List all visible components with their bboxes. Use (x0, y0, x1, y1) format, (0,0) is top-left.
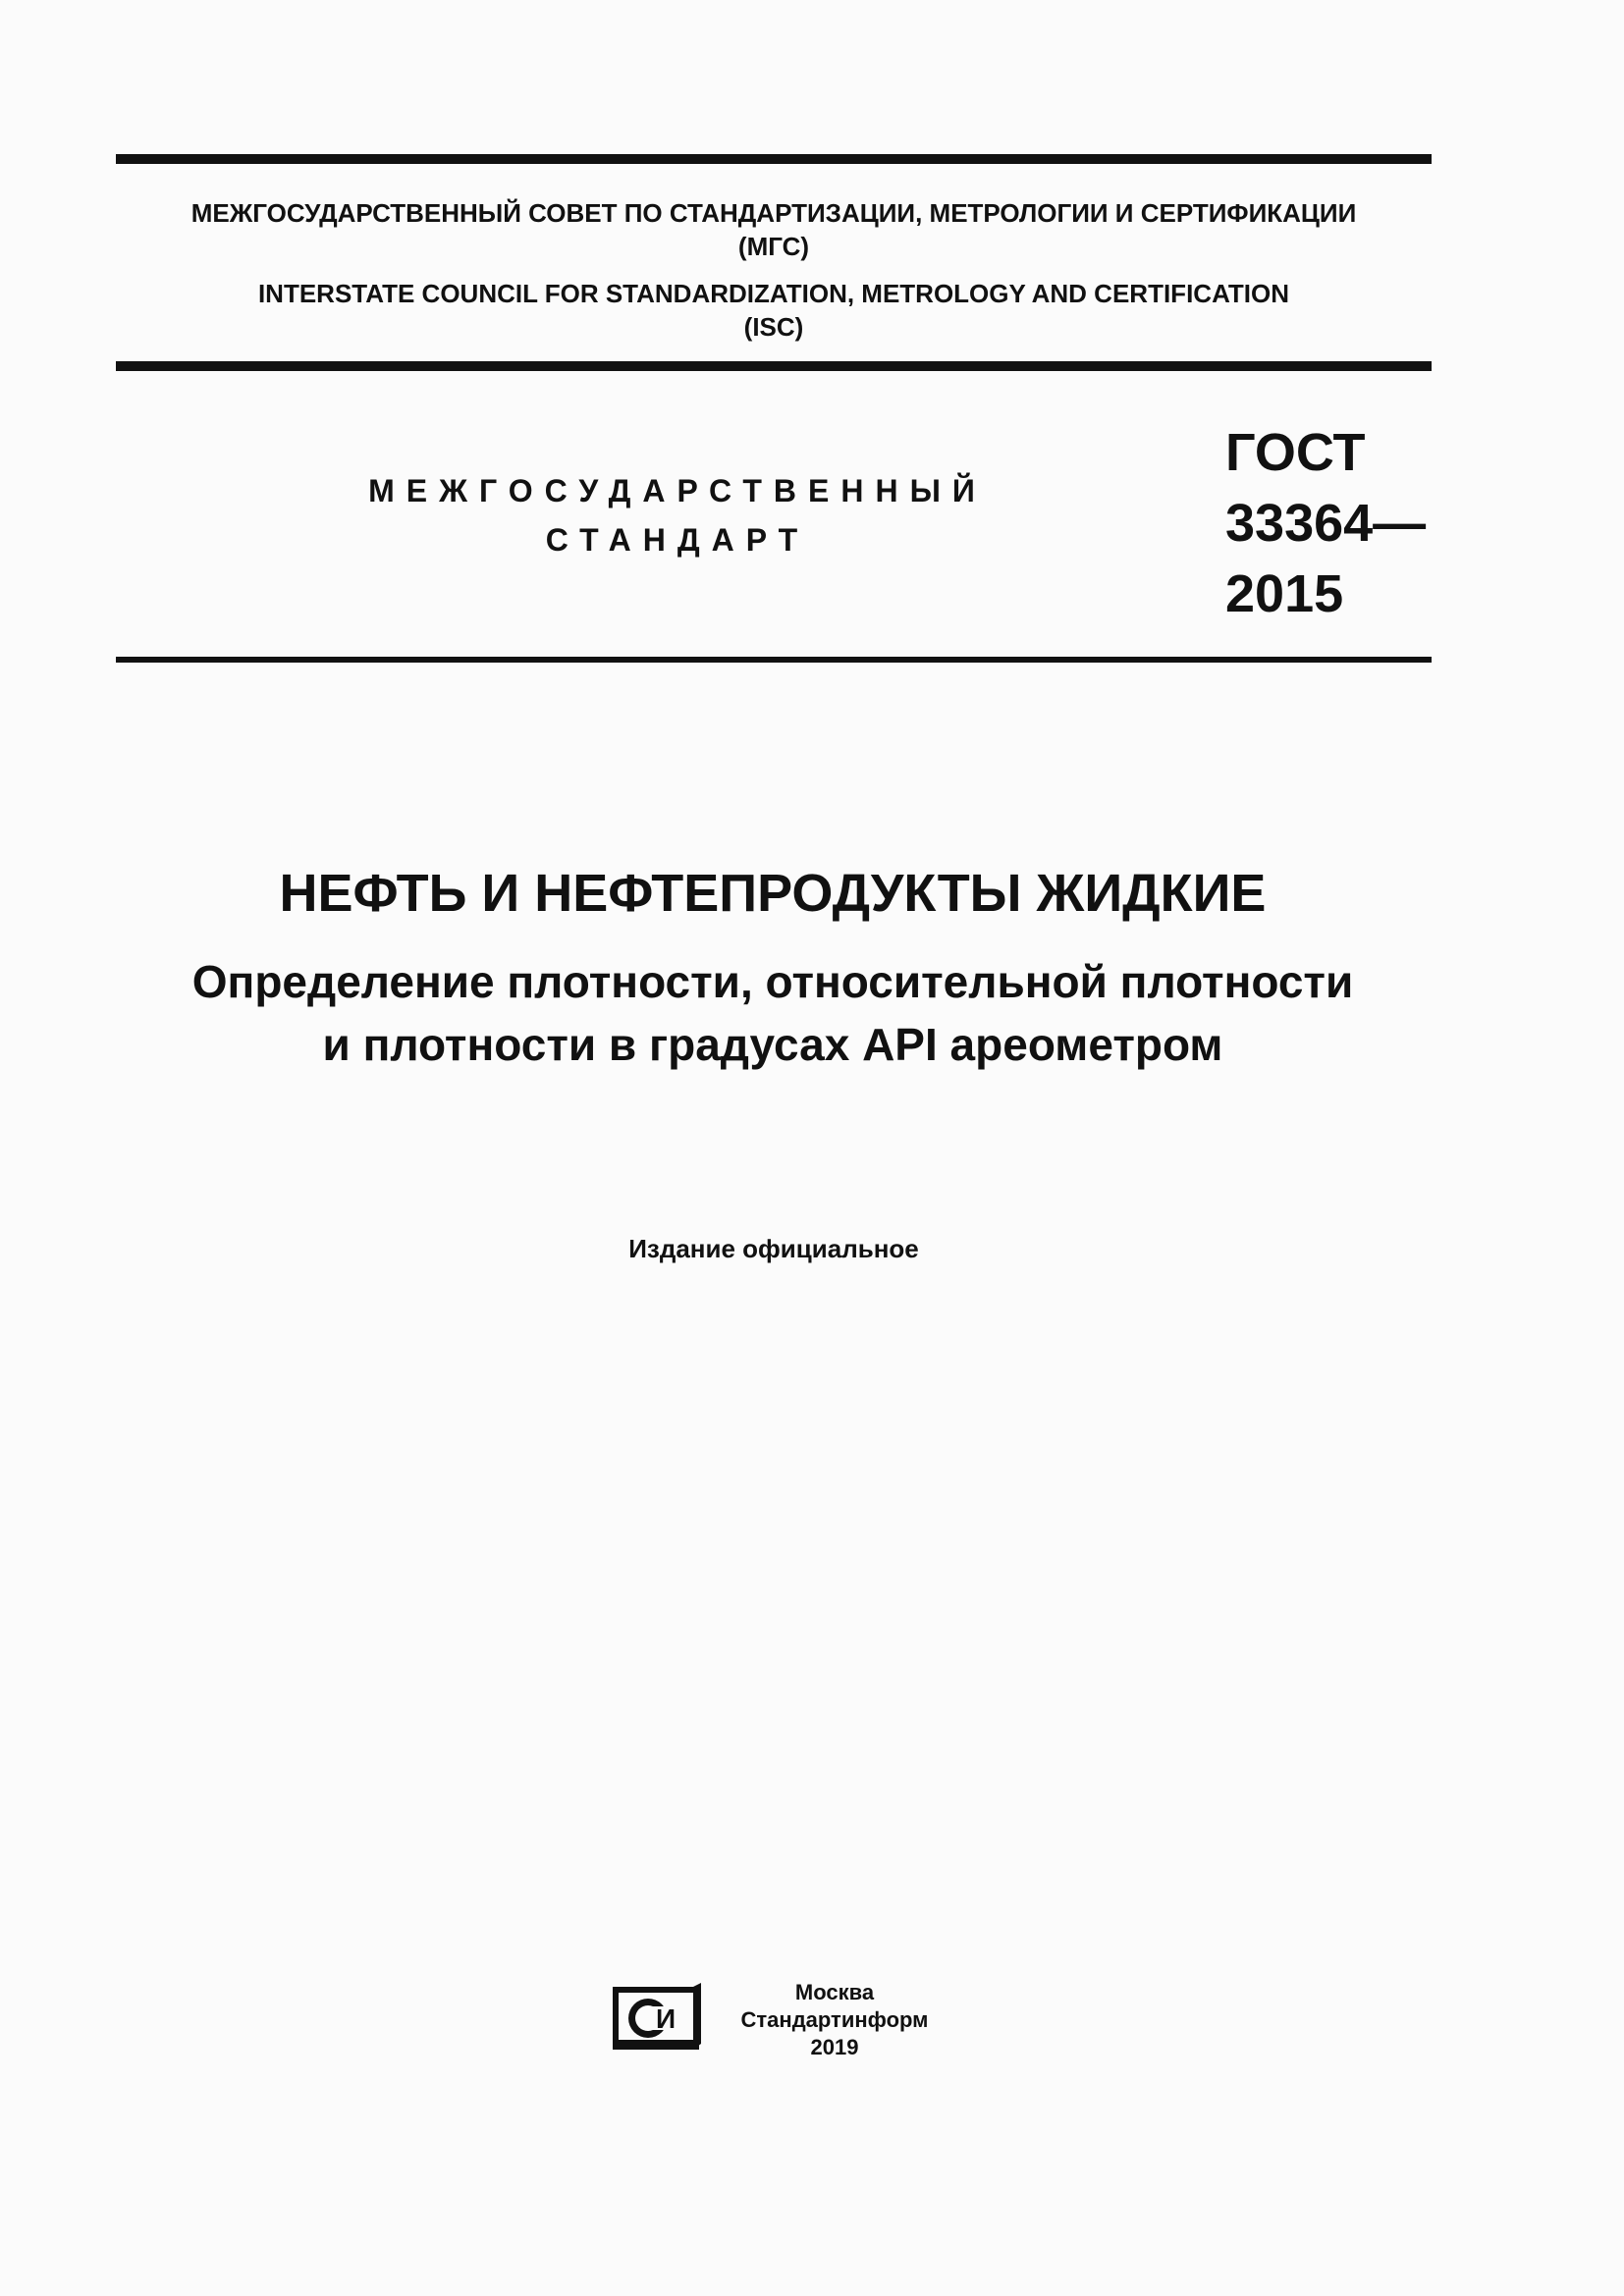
council-name-ru-line1: МЕЖГОСУДАРСТВЕННЫЙ СОВЕТ ПО СТАНДАРТИЗАЦИИ, МЕТРОЛОГИИ И СЕРТИФИКАЦИИ (190, 198, 1357, 228)
gost-designation (1225, 417, 1441, 629)
standard-type-line1: МЕЖГОСУДАРСТВЕННЫЙ (368, 473, 987, 508)
imprint-city: Москва (794, 1980, 875, 2004)
gost-prefix: ГОСТ (1225, 423, 1366, 482)
document-subtitle (59, 950, 1487, 1076)
middle-divider (116, 361, 1432, 371)
standartinform-logo-icon (611, 1983, 705, 2054)
council-name-en (116, 277, 1432, 344)
document-title: НЕФТЬ И НЕФТЕПРОДУКТЫ ЖИДКИЕ (279, 864, 1267, 923)
gost-year: 2015 (1225, 564, 1344, 623)
imprint-year: 2019 (810, 2035, 859, 2059)
standard-type-line2: СТАНДАРТ (545, 522, 810, 558)
document-subtitle-line2: и плотности в градусах API ареометром (322, 1019, 1223, 1070)
publisher-imprint (707, 1979, 962, 2061)
svg-text:И: И (655, 2003, 677, 2034)
document-subtitle-line1: Определение плотности, относительной плотности (191, 956, 1354, 1007)
edition-note: Издание официальное (628, 1234, 919, 1263)
council-name-ru (116, 196, 1432, 263)
imprint-publisher: Стандартинформ (740, 2007, 929, 2032)
council-name-en-abbr: (ISC) (743, 312, 804, 342)
lower-divider (116, 657, 1432, 663)
gost-number: 33364— (1225, 494, 1427, 553)
council-name-en-line1: INTERSTATE COUNCIL FOR STANDARDIZATION, METROLOGY AND CERTIFICATION (257, 279, 1290, 308)
top-divider (116, 154, 1432, 164)
council-name-ru-abbr: (МГС) (737, 232, 810, 261)
